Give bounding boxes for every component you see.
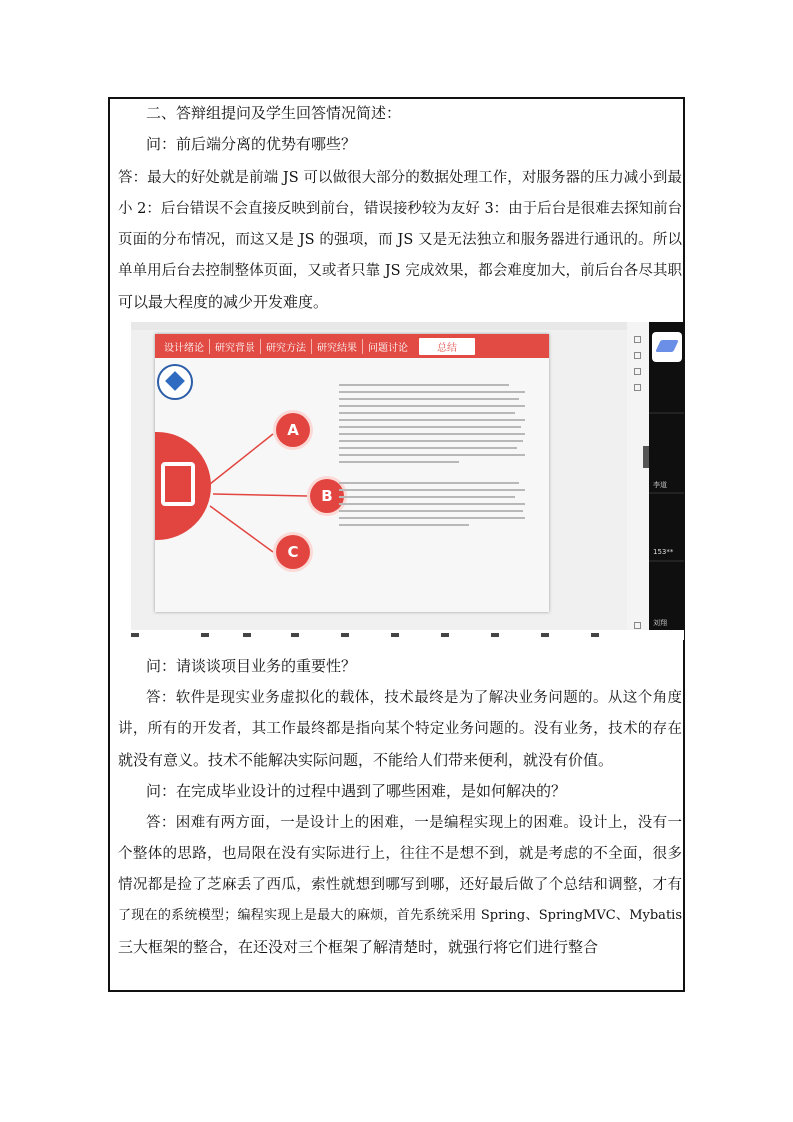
taskbar-icon — [441, 633, 449, 637]
ppt-side-toolbar — [627, 322, 649, 640]
toolbar-strip — [131, 322, 651, 330]
nav-item-3: 研究方法 — [261, 339, 312, 354]
section-title: 二、答辩组提问及学生回答情况简述： — [146, 104, 402, 122]
question-1: 问：前后端分离的优势有哪些？ — [146, 135, 357, 153]
video-tile — [649, 494, 684, 560]
answer-2-line-2: 讲，所有的开发者，其工作最终都是指向某个特定业务问题的。没有业务，技术的存在 — [118, 721, 682, 737]
video-participant-panel — [649, 322, 684, 640]
nav-item-1: 设计绪论 — [159, 339, 210, 354]
badge-c: C — [276, 535, 310, 569]
badge-b: B — [310, 479, 344, 513]
answer-3-line-2: 个整体的思路，也局限在没有实际进行上，往往不是想不到，就是考虑的不全面，很多 — [118, 846, 682, 862]
slide-text-block-2 — [339, 482, 527, 531]
answer-3-line-5: 三大框架的整合，在还没对三个框架了解清楚时，就强行将它们进行整合 — [118, 938, 599, 956]
slide-text-block-1 — [339, 384, 527, 468]
nav-item-2: 研究背景 — [210, 339, 261, 354]
participant-name: 李道 — [653, 481, 667, 489]
taskbar-icon — [291, 633, 299, 637]
tool-icon — [634, 352, 641, 359]
question-3: 问：在完成毕业设计的过程中遇到了哪些困难，是如何解决的？ — [146, 782, 567, 800]
answer-2-line-3: 就没有意义。技术不能解决实际问题，不能给人们带来便利，就没有价值。 — [118, 751, 614, 769]
nav-item-5: 问题讨论 — [368, 342, 408, 354]
taskbar-icon — [341, 633, 349, 637]
tool-icon — [634, 368, 641, 375]
video-tile — [649, 414, 684, 492]
taskbar-icon — [491, 633, 499, 637]
participant-name: 刘翔 — [653, 619, 667, 627]
tool-icon — [634, 622, 641, 629]
answer-1-line-5: 可以最大程度的减少开发难度。 — [118, 293, 329, 311]
answer-1-line-3: 页面的分布情况，而这又是 JS 的强项，而 JS 又是无法独立和服务器进行通讯的。所以 — [118, 232, 682, 248]
presentation-slide — [155, 334, 549, 612]
badge-a: A — [276, 413, 310, 447]
connector-lines — [155, 334, 549, 612]
answer-1-line-2: 小 2：后台错误不会直接反映到前台，错误接秒较为友好 3：由于后台是很难去探知前台 — [118, 201, 683, 217]
taskbar-icon — [243, 633, 251, 637]
video-tile — [649, 322, 684, 412]
answer-2-line-1: 答：软件是现实业务虚拟化的载体，技术最终是为了解决业务问题的。从这个角度 — [146, 690, 682, 706]
nav-item-4: 研究结果 — [312, 339, 363, 354]
nav-item-active: 总结 — [419, 338, 475, 355]
taskbar-icon — [541, 633, 549, 637]
answer-1-line-4: 单单用后台去控制整体页面，又或者只靠 JS 完成效果，都会难度加大，前后台各尽其职 — [118, 263, 682, 279]
video-tile — [649, 562, 684, 640]
participant-name: 153** — [653, 548, 674, 556]
tool-icon — [634, 336, 641, 343]
answer-1-line-1: 答：最大的好处就是前端 JS 可以做很大部分的数据处理工作，对服务器的压力减小到最 — [118, 170, 682, 186]
taskbar-icon — [591, 633, 599, 637]
question-2: 问：请谈谈项目业务的重要性？ — [146, 657, 357, 675]
answer-3-line-4: 了现在的系统模型；编程实现上是最大的麻烦，首先系统采用 Spring、SpringMVC、Mybatis — [118, 908, 682, 923]
defense-screenshot — [131, 322, 684, 640]
taskbar — [131, 630, 684, 640]
taskbar-icon — [131, 633, 139, 637]
tool-icon — [634, 384, 641, 391]
taskbar-icon — [391, 633, 399, 637]
answer-3-line-3: 情况都是捡了芝麻丢了西瓜，索性就想到哪写到哪，还好最后做了个总结和调整，才有 — [118, 877, 682, 893]
taskbar-icon — [201, 633, 209, 637]
answer-3-line-1: 答：困难有两方面，一是设计上的困难，一是编程实现上的困难。设计上，没有一 — [146, 815, 682, 831]
app-logo-icon — [652, 332, 682, 362]
